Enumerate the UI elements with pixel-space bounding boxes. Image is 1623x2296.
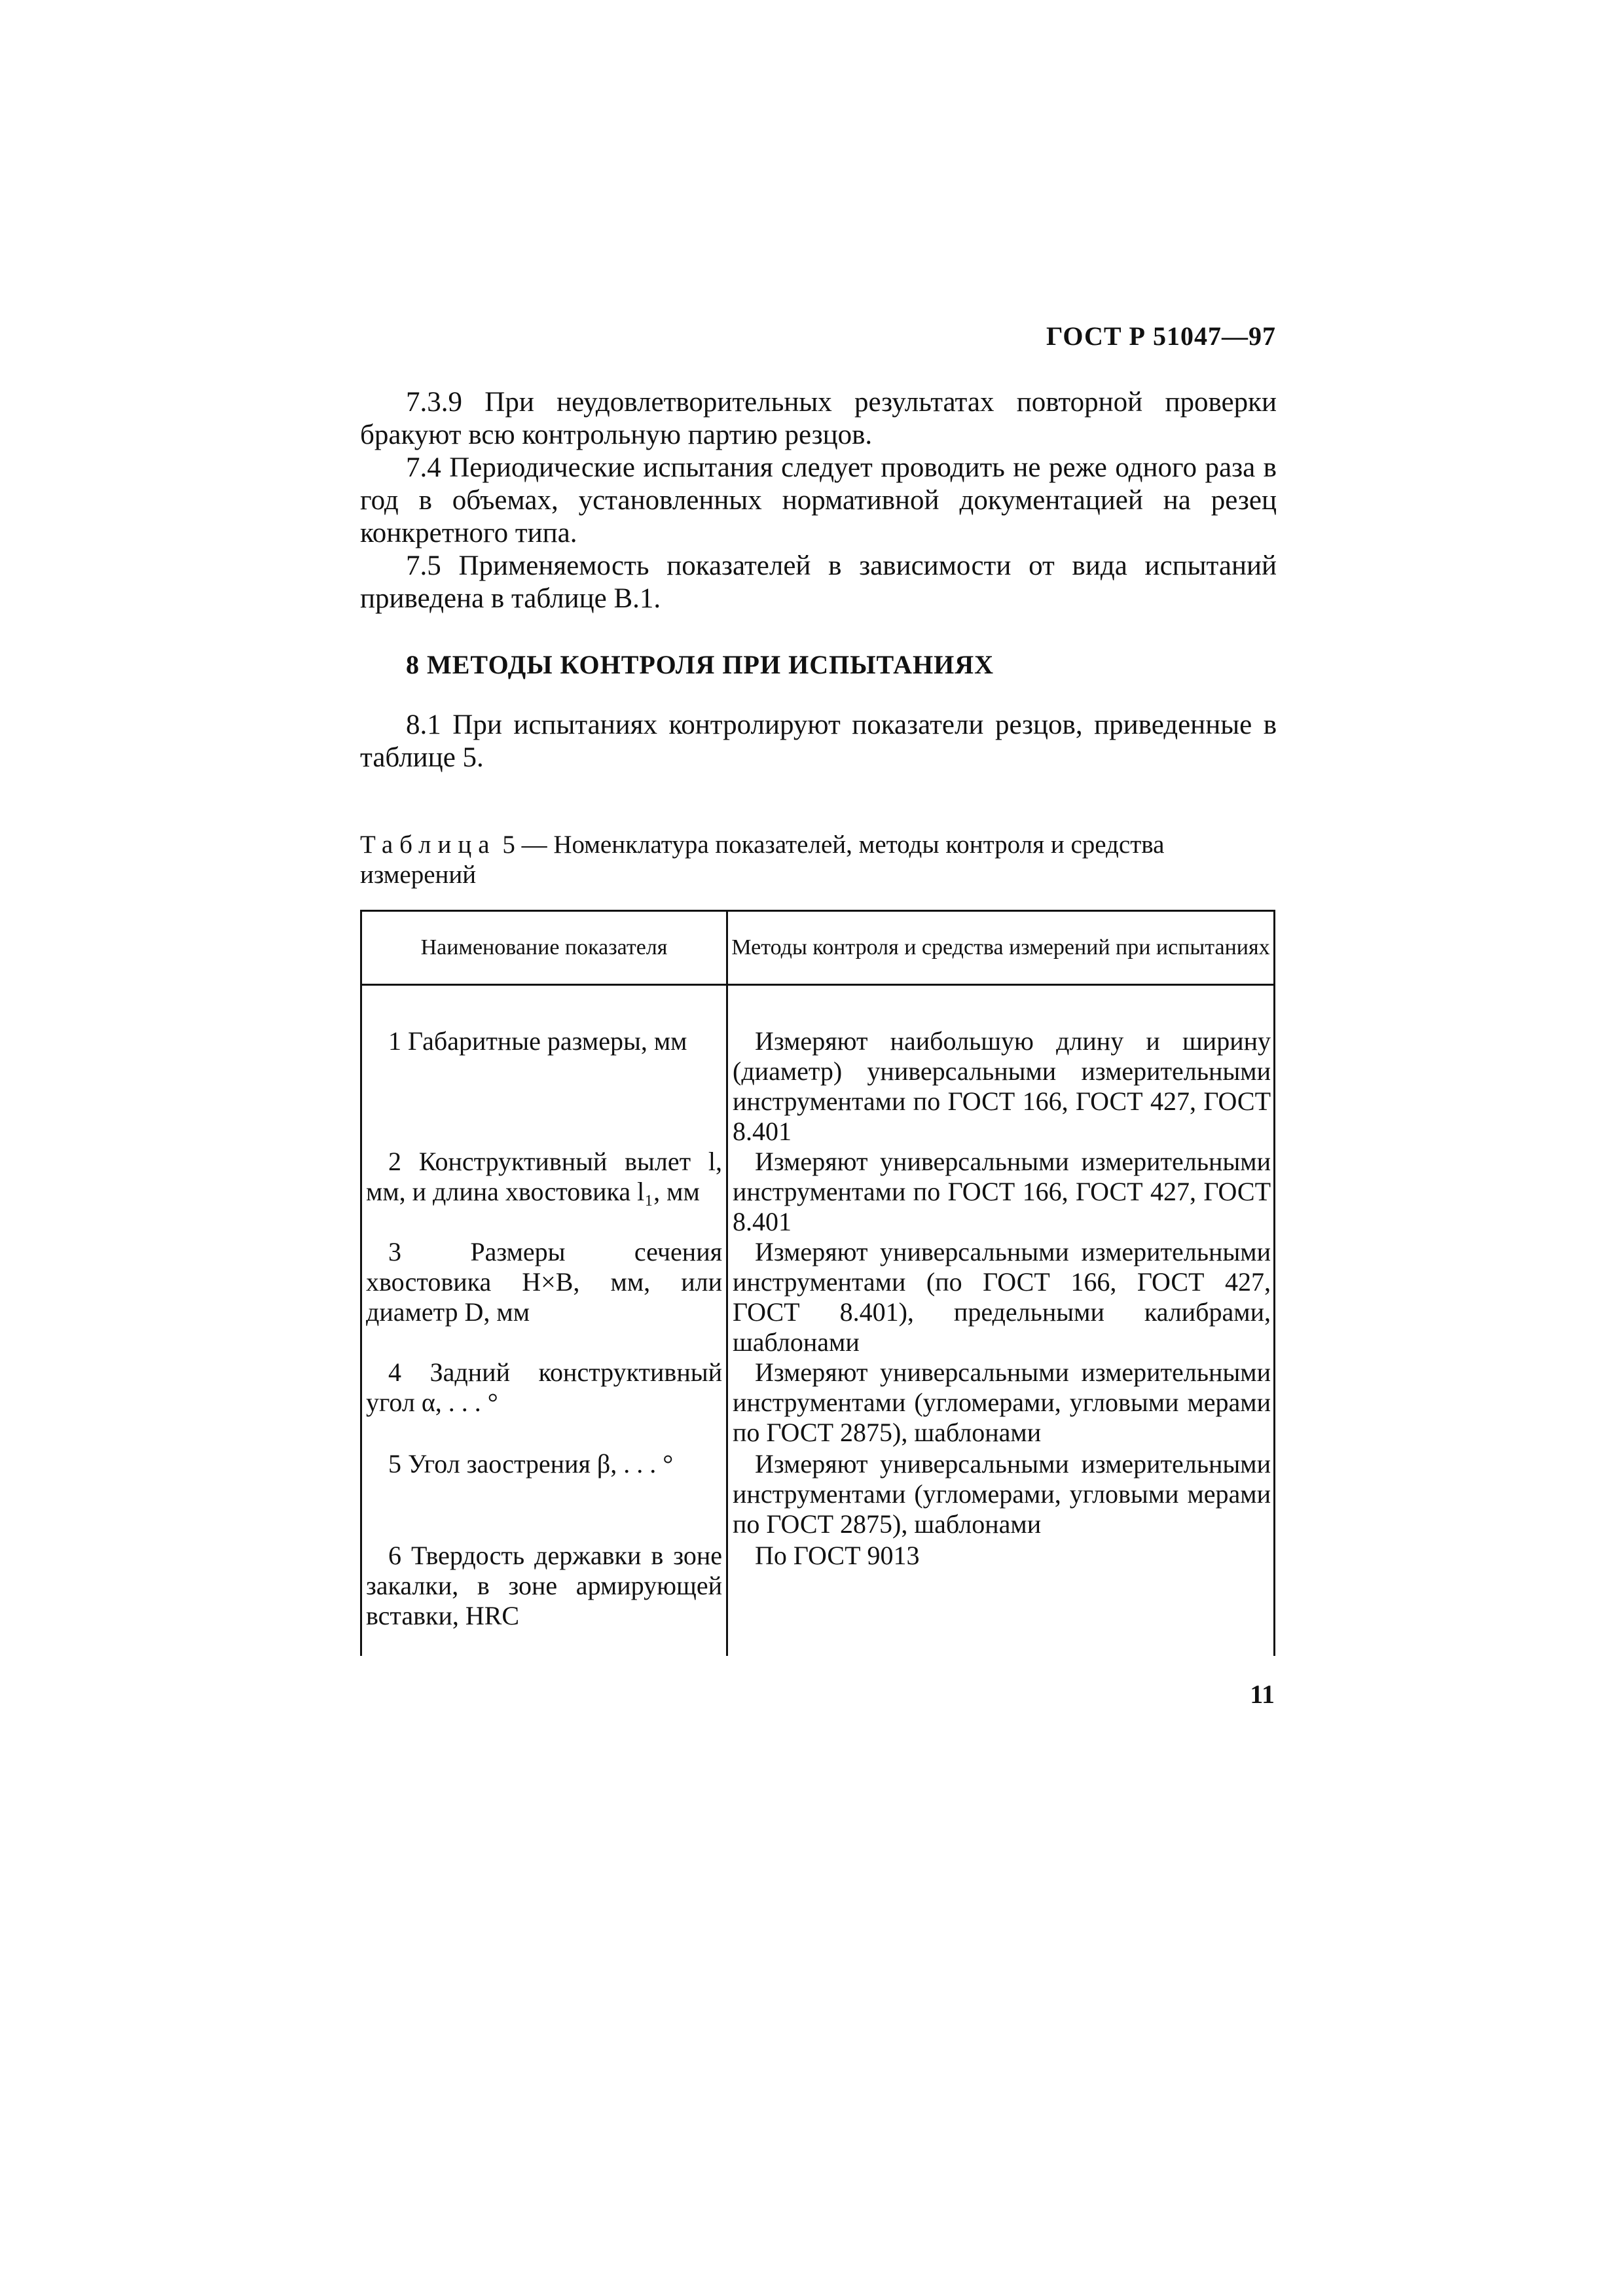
table-caption-label: Таблица <box>360 831 496 859</box>
method-cell: Измеряют универсальными измерительными инструментами по ГОСТ 166, ГОСТ 427, ГОСТ 8.401 <box>733 1147 1271 1236</box>
paragraph-8-1: 8.1 При испытаниях контролируют показатели резцов, приведенные в таблице 5. <box>360 709 1277 773</box>
table-column-divider <box>726 912 728 1656</box>
indicator-cell: 6 Твердость державки в зоне закалки, в зоне армирующей вставки, HRC <box>366 1541 722 1630</box>
indicator-cell: 4 Задний конструктивный угол α, . . . ° <box>366 1357 722 1417</box>
indicator-cell: 5 Угол заострения β, . . . ° <box>388 1449 674 1479</box>
method-cell: Измеряют универсальными измерительными инструментами (угломерами, угловыми мерами по ГОСТ 2875), шаблонами <box>733 1357 1271 1447</box>
method-cell: Измеряют наибольшую длину и ширину (диаметр) универсальными измерительными инструментами по ГОСТ 166, ГОСТ 427, ГОСТ 8.401 <box>733 1026 1271 1146</box>
indicator-cell: 3 Размеры сечения хвостовика H×B, мм, или диаметр D, мм <box>366 1237 722 1327</box>
indicators-table <box>360 910 1275 1656</box>
indicator-cell: 2 Конструктивный вылет l, мм, и длина хвостовика l₁, мм <box>366 1147 722 1206</box>
table-caption <box>360 830 1277 890</box>
page-number: 11 <box>1250 1679 1275 1709</box>
paragraph-7-5: 7.5 Применяемость показателей в зависимости от вида испытаний приведена в таблице В.1. <box>360 550 1277 614</box>
method-cell: Измеряют универсальными измерительными инструментами (по ГОСТ 166, ГОСТ 427, ГОСТ 8.401), предельными калибрами, шаблонами <box>733 1237 1271 1357</box>
indicator-cell: 1 Габаритные размеры, мм <box>388 1026 687 1056</box>
section-8-block <box>360 709 1277 774</box>
standard-code-header: ГОСТ Р 51047—97 <box>1046 321 1276 351</box>
table-header-method: Методы контроля и средства измерений при испытаниях <box>731 935 1270 960</box>
method-cell: Измеряют универсальными измерительными инструментами (угломерами, угловыми мерами по ГОСТ 2875), шаблонами <box>733 1449 1271 1539</box>
method-cell: По ГОСТ 9013 <box>755 1541 920 1570</box>
table-header-indicator: Наименование показателя <box>420 935 668 960</box>
table-header-divider <box>362 984 1273 986</box>
table-caption-text: 5 — Номенклатура показателей, методы контроля и средства измерений <box>360 831 1165 889</box>
paragraph-7-3-9: 7.3.9 При неудовлетворительных результатах повторной проверки бракуют всю контрольную партию резцов. <box>360 387 1277 450</box>
paragraph-7-4: 7.4 Периодические испытания следует проводить не реже одного раза в год в объемах, установленных нормативной документацией на резец конкретного типа. <box>360 452 1277 548</box>
section-heading: 8 МЕТОДЫ КОНТРОЛЯ ПРИ ИСПЫТАНИЯХ <box>406 650 994 679</box>
clause-7-block <box>360 386 1277 615</box>
